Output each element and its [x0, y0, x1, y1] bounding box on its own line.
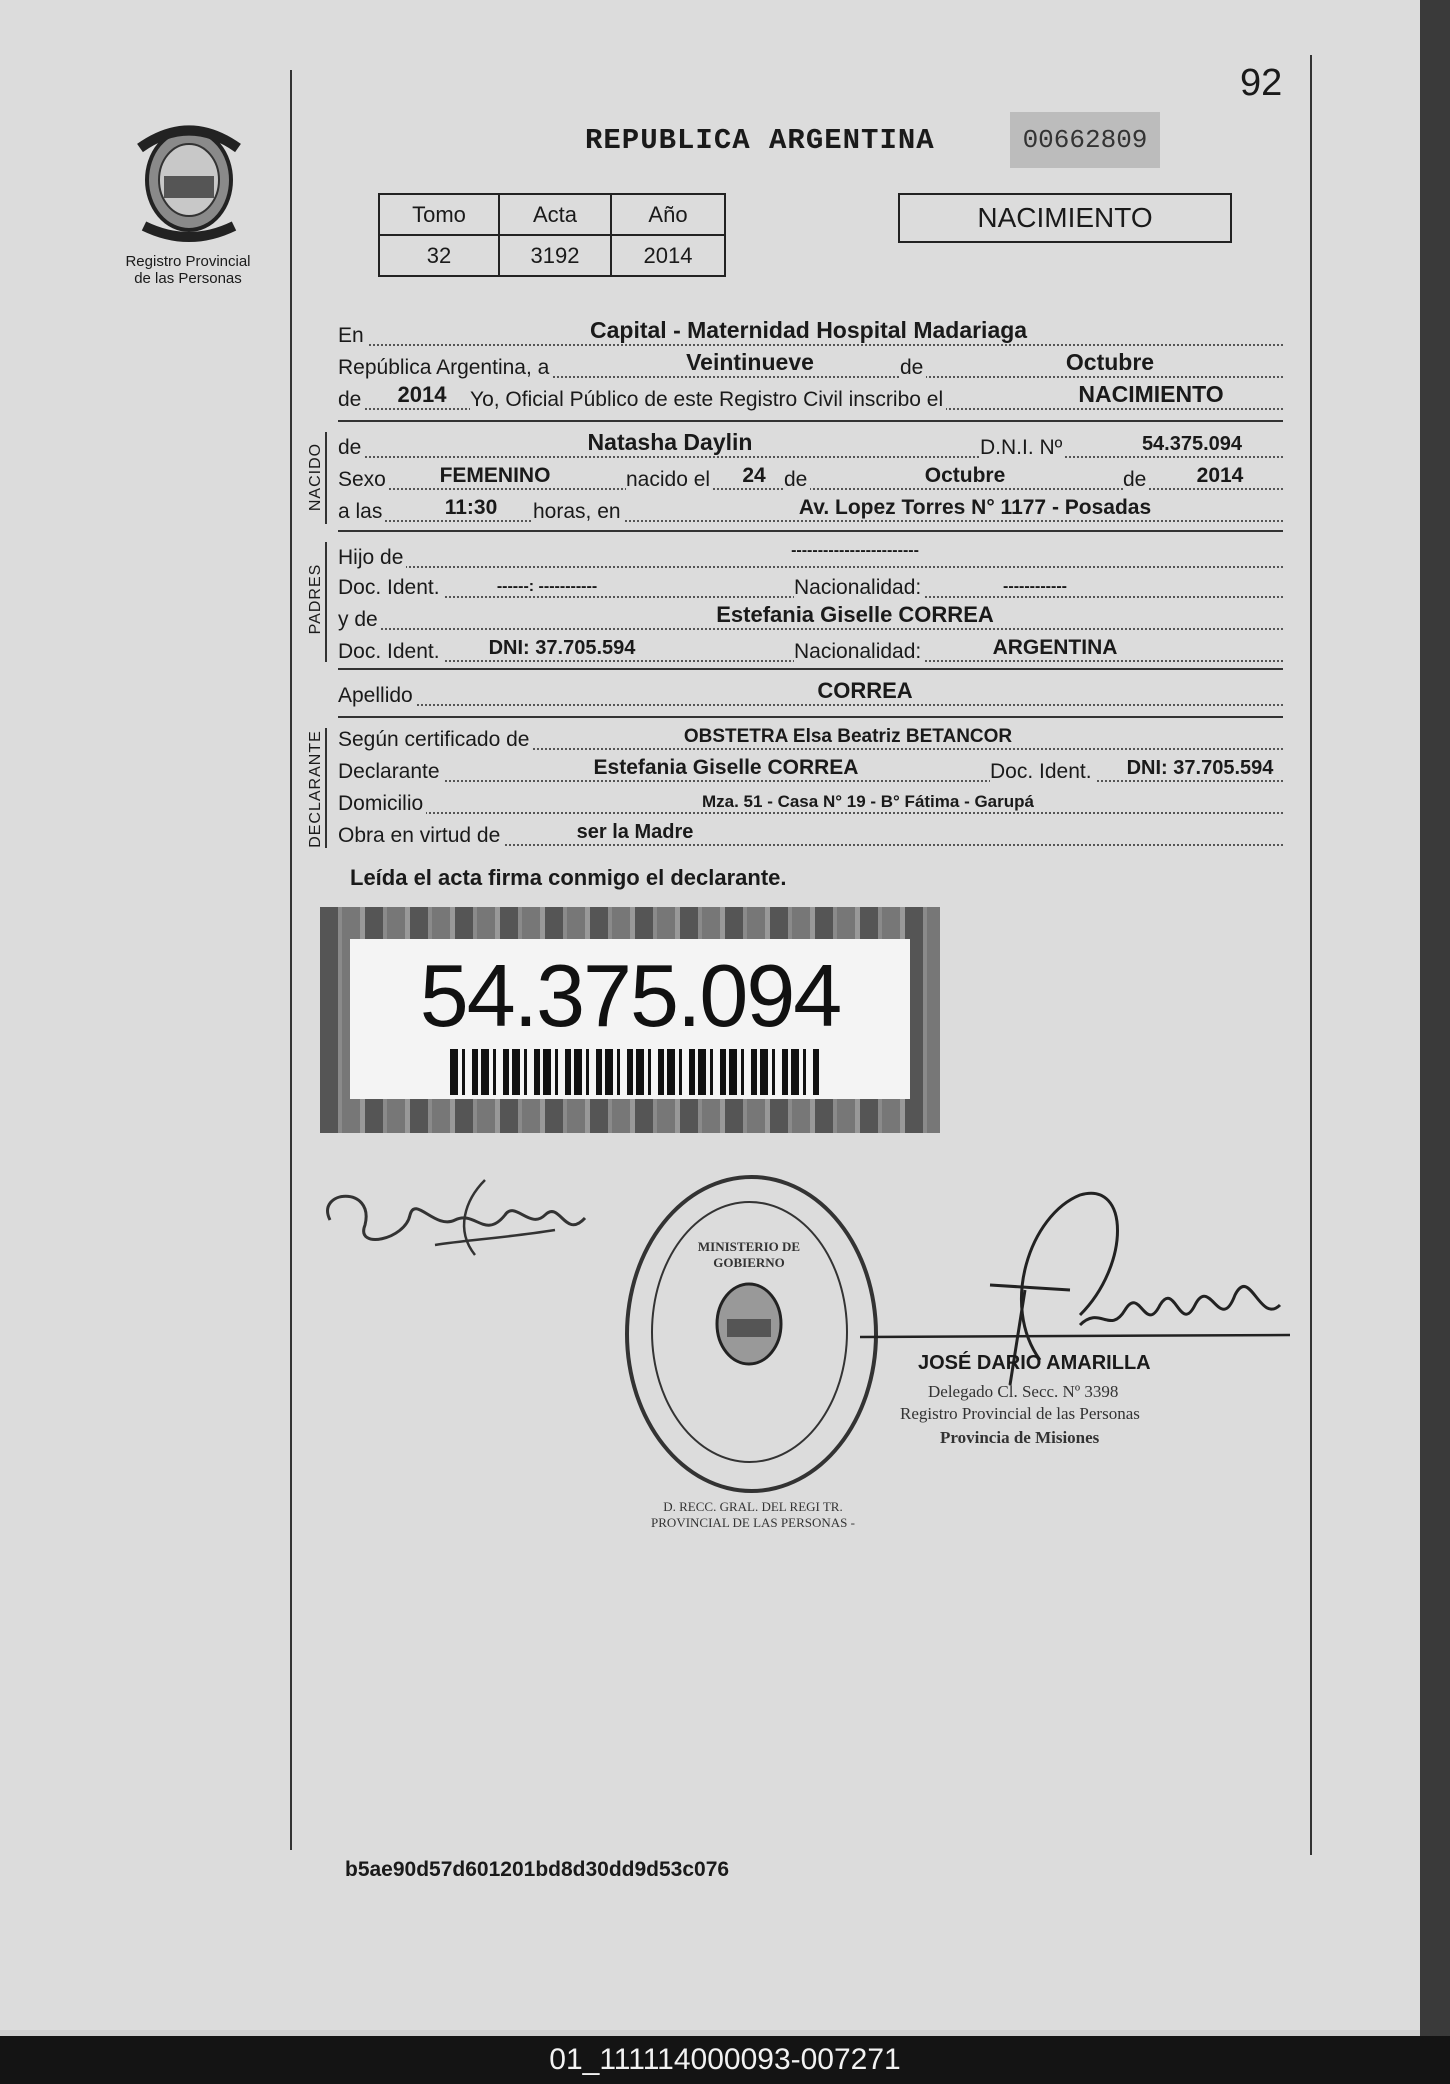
value-obra-virtud: ser la Madre	[558, 821, 712, 844]
row-madre	[338, 604, 1283, 634]
value-nombre: Natasha Daylin	[568, 429, 772, 456]
dotted-line	[338, 704, 1283, 706]
value-lugar-registro: Capital - Maternidad Hospital Madariaga	[590, 317, 1028, 343]
row-doc-madre	[338, 636, 1283, 666]
label-hijo-de: Hijo de	[338, 546, 406, 570]
value-doc-declarante: DNI: 37.705.594	[1110, 757, 1290, 780]
value-padre: ------------------------	[753, 542, 957, 560]
value-lugar-nacimiento: Av. Lopez Torres N° 1177 - Posadas	[773, 496, 1177, 520]
value-doc-madre: DNI: 37.705.594	[470, 637, 654, 660]
label-apellido: Apellido	[338, 684, 416, 708]
document-hash: b5ae90d57d601201bd8d30dd9d53c076	[345, 1858, 730, 1881]
section-rule	[338, 716, 1283, 718]
value-domicilio: Mza. 51 - Casa N° 19 - B° Fátima - Garupá	[656, 792, 1080, 812]
dotted-line	[338, 628, 1283, 630]
value-anio-nacimiento: 2014	[1186, 464, 1254, 488]
label-de-mes: de	[784, 468, 810, 492]
value-doc-padre: ------: -----------	[470, 578, 624, 596]
row-apellido	[338, 680, 1283, 710]
dotted-line	[338, 566, 1283, 568]
tomo-value: 32	[379, 235, 499, 276]
anio-value: 2014	[611, 235, 725, 276]
closing-statement: Leída el acta firma conmigo el declarante.	[350, 865, 787, 890]
dotted-line	[338, 780, 1283, 782]
seal-inner-text: MINISTERIO DE GOBIERNO	[697, 1239, 801, 1270]
row-nombre	[338, 429, 1283, 462]
logo-caption	[118, 253, 258, 287]
row-hijo-de	[338, 542, 1283, 572]
nacido-bracket	[325, 432, 327, 524]
scan-edge	[1420, 0, 1450, 2040]
label-nacido-el: nacido el	[626, 468, 713, 492]
official-position: Delegado Cl. Secc. Nº 3398	[928, 1382, 1119, 1401]
section-rule	[338, 530, 1283, 532]
label-sexo: Sexo	[338, 468, 389, 492]
row-declarante	[338, 756, 1283, 786]
value-mes-nacimiento: Octubre	[908, 464, 1022, 488]
value-sexo: FEMENINO	[423, 464, 567, 488]
label-y-de: y de	[338, 608, 381, 632]
value-dni: 54.375.094	[1120, 433, 1264, 456]
acta-value: 3192	[499, 235, 611, 276]
scan-footer-id: 01_111114000093-007271	[0, 2036, 1450, 2084]
value-inscribo: NACIMIENTO	[1064, 381, 1238, 408]
value-hora: 11:30	[434, 496, 508, 520]
row-domicilio	[338, 788, 1283, 818]
right-margin-line	[1310, 55, 1312, 1855]
label-doc-padre: Doc. Ident.	[338, 576, 443, 600]
page-number: 92	[1240, 62, 1283, 104]
section-label-nacido: NACIDO	[307, 442, 324, 512]
dotted-line	[338, 520, 1283, 522]
seal-ring-text: D. RECC. GRAL. DEL REGI TR. PROVINCIAL DE LAS PERSONAS -	[651, 1499, 855, 1530]
section-rule	[338, 668, 1283, 670]
label-republica: República Argentina, a	[338, 356, 552, 380]
row-doc-padre	[338, 572, 1283, 602]
official-registry: Registro Provincial de las Personas	[900, 1404, 1140, 1423]
padres-bracket	[325, 542, 327, 662]
barcode-inner	[350, 939, 910, 1099]
section-label-padres: PADRES	[307, 563, 324, 635]
value-declarante: Estefania Giselle CORREA	[574, 756, 878, 780]
serial-number: 00662809	[1010, 112, 1160, 168]
label-de-anio: de	[338, 388, 364, 412]
row-obra	[338, 820, 1283, 850]
section-label-declarante: DECLARANTE	[307, 730, 324, 848]
label-doc-madre: Doc. Ident.	[338, 640, 443, 664]
value-mes-registro: Octubre	[1048, 349, 1172, 376]
label-en: En	[338, 324, 367, 348]
acta-header: Acta	[499, 194, 611, 235]
label-de-nombre: de	[338, 436, 364, 460]
value-anio-registro: 2014	[388, 382, 456, 408]
left-margin-line	[290, 70, 292, 1850]
value-dia-nacimiento: 24	[733, 464, 775, 488]
seal-shield-icon	[709, 1279, 789, 1369]
declarant-signature-icon	[315, 1170, 605, 1280]
label-de: de	[900, 356, 926, 380]
row-sexo	[338, 464, 1283, 494]
label-de-anio-nac: de	[1123, 468, 1149, 492]
declarante-bracket	[325, 728, 327, 848]
anio-header: Año	[611, 194, 725, 235]
label-dni: D.N.I. Nº	[980, 436, 1065, 460]
tomo-acta-table	[378, 193, 726, 277]
official-province: Provincia de Misiones	[940, 1428, 1100, 1447]
dotted-line	[338, 812, 1283, 814]
row-republica	[338, 349, 1283, 382]
document-title: REPUBLICA ARGENTINA	[585, 124, 935, 157]
row-en	[338, 317, 1283, 350]
label-oficial: Yo, Oficial Público de este Registro Civil inscribo el	[470, 388, 946, 412]
value-certificado: OBSTETRA Elsa Beatriz BETANCOR	[656, 726, 1040, 748]
value-dia-registro: Veintinueve	[673, 349, 827, 376]
section-rule	[338, 420, 1283, 422]
document-type-box: NACIMIENTO	[898, 193, 1232, 243]
label-certificado: Según certificado de	[338, 728, 532, 752]
value-nacionalidad-padre: ------------	[978, 578, 1092, 596]
barcode-label	[320, 907, 940, 1133]
row-certificado	[338, 724, 1283, 754]
official-name: JOSÉ DARIO AMARILLA	[918, 1352, 1151, 1374]
row-anio-oficial	[338, 381, 1283, 414]
barcode-bars-icon	[450, 1049, 820, 1095]
row-hora	[338, 496, 1283, 526]
dotted-line	[338, 456, 1283, 458]
label-nacionalidad-padre: Nacionalidad:	[794, 576, 924, 600]
value-nacionalidad-madre: ARGENTINA	[978, 636, 1132, 660]
label-horas-en: horas, en	[533, 500, 624, 524]
dotted-line	[338, 344, 1283, 346]
value-madre: Estefania Giselle CORREA	[703, 602, 1007, 628]
province-logo-icon	[130, 118, 248, 248]
label-doc-declarante: Doc. Ident.	[990, 760, 1095, 784]
value-apellido: CORREA	[798, 678, 932, 704]
label-a-las: a las	[338, 500, 385, 524]
barcode-number: 54.375.094	[419, 946, 841, 1045]
label-domicilio: Domicilio	[338, 792, 426, 816]
label-obra-virtud: Obra en virtud de	[338, 824, 503, 848]
tomo-header: Tomo	[379, 194, 499, 235]
logo-caption-line-1: Registro Provincial	[125, 253, 251, 270]
label-declarante: Declarante	[338, 760, 443, 784]
logo-caption-line-2: de las Personas	[134, 270, 242, 287]
label-nacionalidad-madre: Nacionalidad:	[794, 640, 924, 664]
